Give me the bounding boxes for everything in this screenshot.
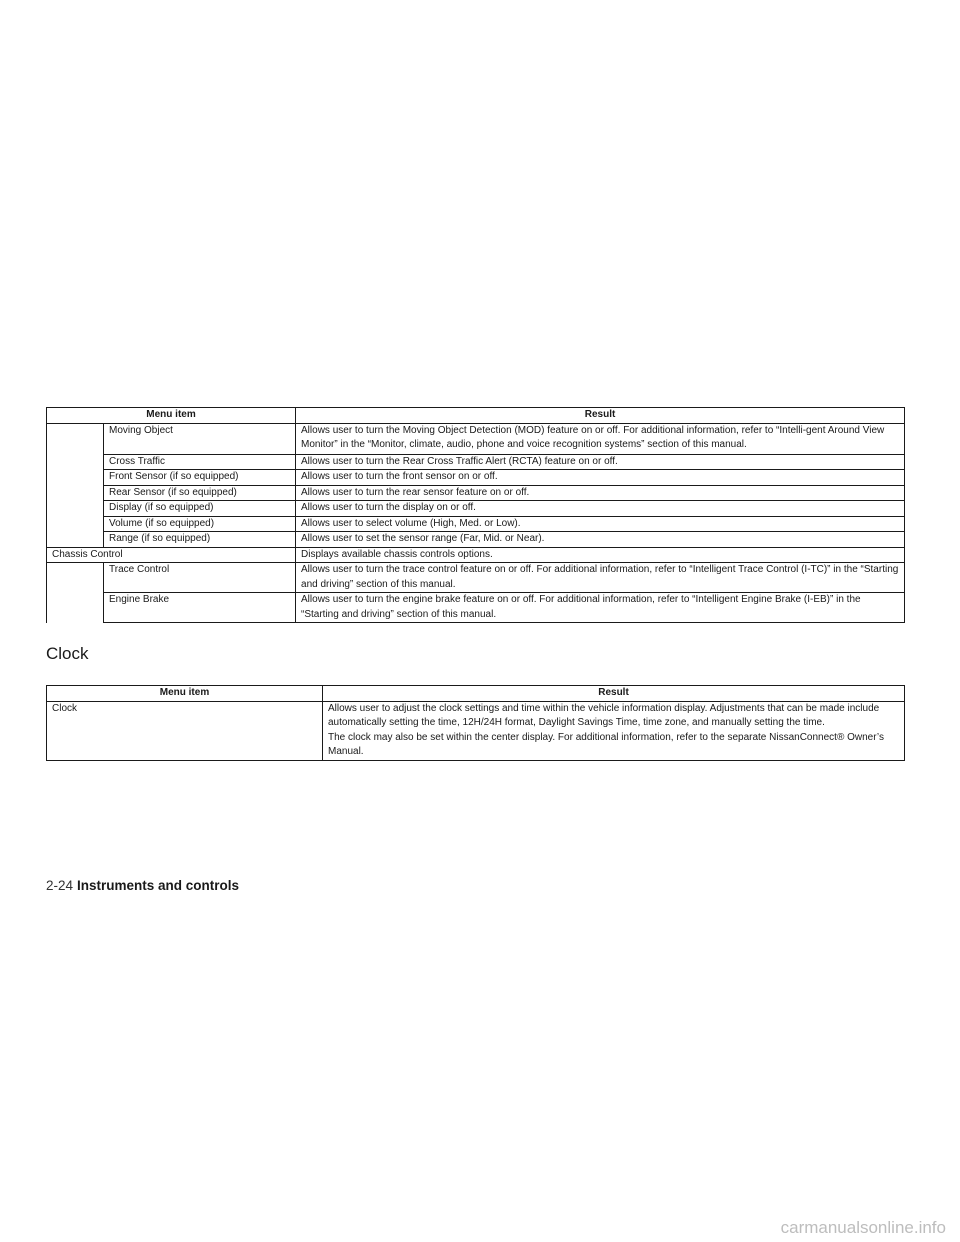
table-row: [47, 423, 905, 454]
menu-item: Rear Sensor (if so equipped): [104, 485, 296, 501]
result-text: Allows user to select volume (High, Med. or Low).: [296, 516, 905, 532]
header-result: Result: [296, 408, 905, 424]
table-row: [47, 470, 905, 486]
menu-item: Display (if so equipped): [104, 501, 296, 517]
menu-item: Cross Traffic: [104, 454, 296, 470]
indent-cell: [47, 423, 104, 547]
table-row: [47, 516, 905, 532]
menu-table-settings: [46, 407, 905, 623]
menu-item: Trace Control: [104, 563, 296, 593]
menu-item: Clock: [47, 701, 323, 760]
header-menu-item: Menu item: [47, 686, 323, 702]
page-footer: [46, 877, 239, 895]
menu-item: Chassis Control: [47, 547, 296, 563]
table-row: [47, 563, 905, 593]
header-menu-item: Menu item: [47, 408, 296, 424]
table-row: [47, 532, 905, 548]
result-text: Allows user to turn the front sensor on or off.: [296, 470, 905, 486]
menu-item: Moving Object: [104, 423, 296, 454]
section-title: Clock: [46, 644, 89, 663]
result-cell: [323, 701, 905, 760]
menu-item: Range (if so equipped): [104, 532, 296, 548]
table-row: [47, 454, 905, 470]
result-text: Allows user to adjust the clock settings and time within the vehicle information display. Adjustments that can be made include automatically setting the time, 12H/24H format, Daylight Savings Time, time zone, and manually setting the time.: [328, 702, 880, 728]
result-text: Allows user to turn the Moving Object Detection (MOD) feature on or off. For additional information, refer to “Intelli-gent Around View Monitor” in the “Monitor, climate, audio, phone and voice recognition systems” section of this manual.: [296, 423, 905, 454]
table-header-row: [47, 408, 905, 424]
table-row: [47, 485, 905, 501]
result-text: The clock may also be set within the center display. For additional information, refer to the separate NissanConnect® Owner’s Manual.: [328, 731, 884, 757]
menu-item: Volume (if so equipped): [104, 516, 296, 532]
result-text: Allows user to turn the trace control feature on or off. For additional information, refer to “Intelligent Trace Control (I-TC)” in the “Starting and driving” section of this manual.: [296, 563, 905, 593]
result-text: Allows user to turn the rear sensor feature on or off.: [296, 485, 905, 501]
chapter-title: Instruments and controls: [77, 878, 240, 893]
result-text: Allows user to turn the Rear Cross Traffic Alert (RCTA) feature on or off.: [296, 454, 905, 470]
menu-table-clock: [46, 685, 905, 761]
watermark: carmanualsonline.info: [780, 1218, 946, 1237]
header-result: Result: [323, 686, 905, 702]
result-text: Displays available chassis controls options.: [296, 547, 905, 563]
table-row: [47, 701, 905, 760]
result-text: Allows user to turn the display on or off.: [296, 501, 905, 517]
table-row: [47, 501, 905, 517]
menu-item: Engine Brake: [104, 593, 296, 623]
table-row: [47, 593, 905, 623]
result-text: Allows user to set the sensor range (Far, Mid. or Near).: [296, 532, 905, 548]
menu-item: Front Sensor (if so equipped): [104, 470, 296, 486]
page-number: 2-24: [46, 878, 74, 893]
table-row: [47, 547, 905, 563]
table-header-row: [47, 686, 905, 702]
result-text: Allows user to turn the engine brake feature on or off. For additional information, refer to “Intelligent Engine Brake (I-EB)” in the “Starting and driving” section of this manual.: [296, 593, 905, 623]
indent-cell: [47, 563, 104, 623]
